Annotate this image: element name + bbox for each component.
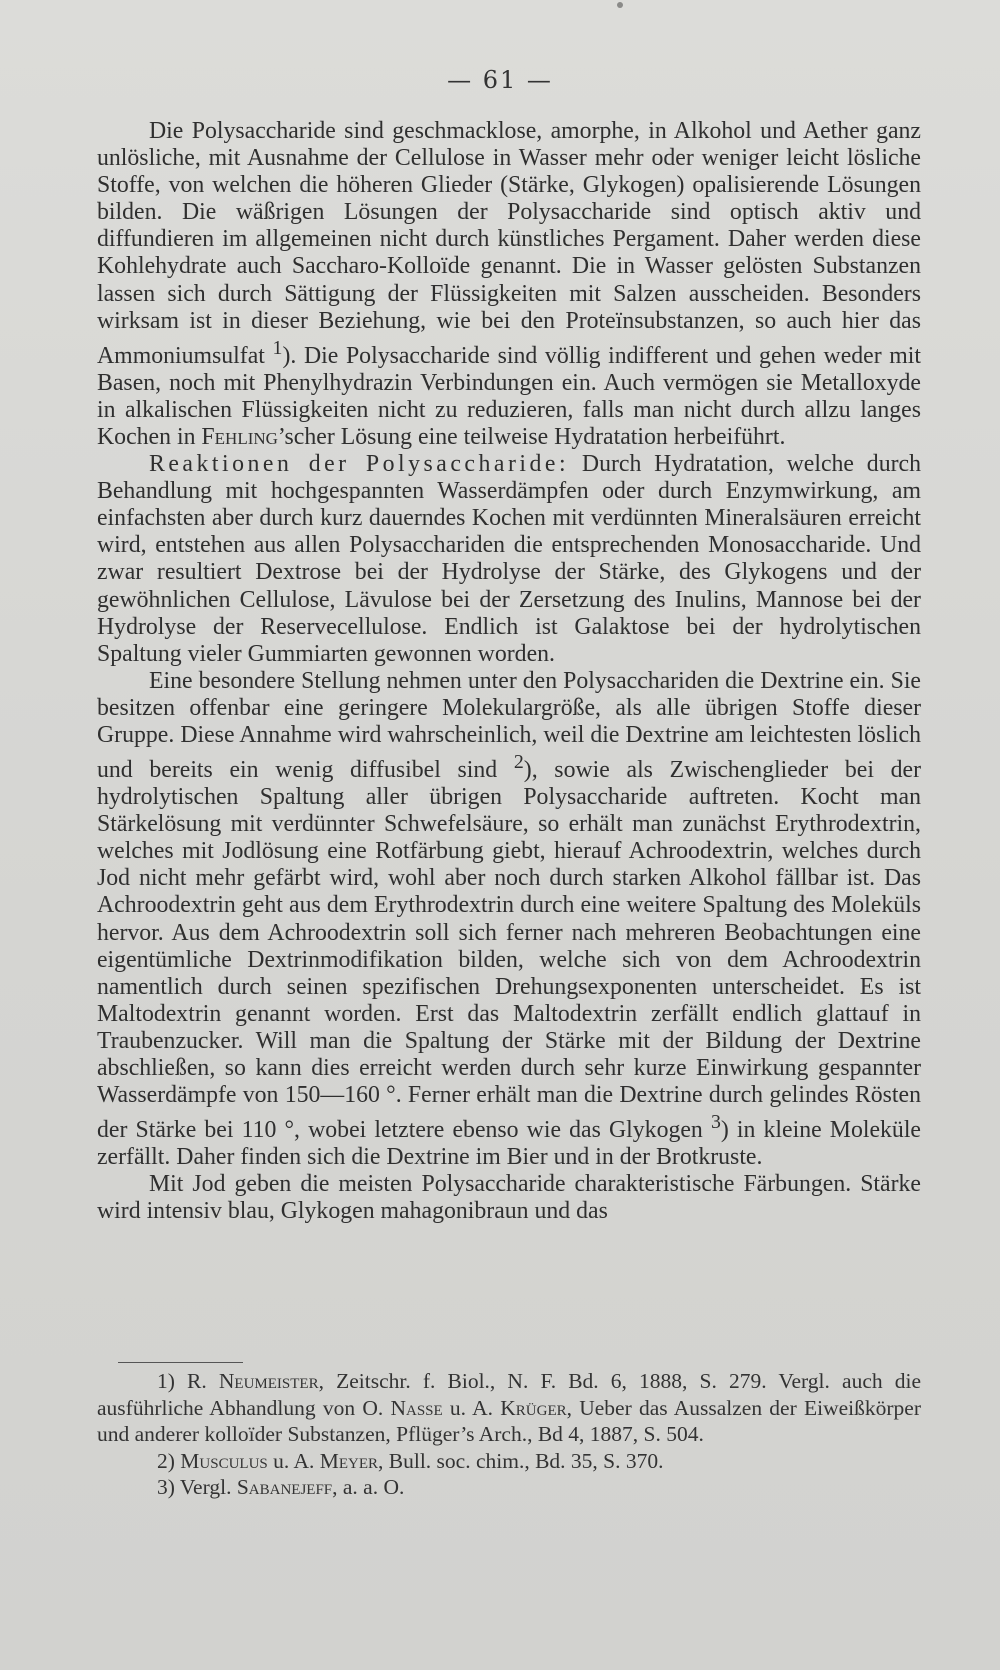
text-run: Durch Hydratation, welche durch Behandlung mit hochgespannten Wasserdämpfen oder durch Enzymwirkung, am einfachsten aber durch kurz dauerndes Kochen mit verdünnten Mineralsäuren erreicht wird, entstehen aus allen Polysacchariden die entsprechenden Monosaccharide. Und zwar resultiert Dextrose bei der Hydrolyse der Stärke, des Glykogens und der gewöhnlichen Cellulose, Lävulose bei der Zersetzung des Inulins, Mannose bei der Hydrolyse der Reservecellulose. Endlich ist Galaktose bei der hydrolytischen Spaltung vieler Gummiarten gewonnen worden. — [97, 451, 921, 667]
text-run: ) in kleine Moleküle zerfällt. Daher finden sich die Dextrine im Bier und in der Brotkruste. — [97, 1117, 921, 1171]
text-run: 2) — [157, 1448, 181, 1473]
footnote-ref-1: 1 — [272, 336, 283, 359]
text-run: , Ueber das Aussalzen der Eiweißkörper und anderer kolloïder Substanzen, Pflüger’s Arch., Bd 4, 1887, S. 504. — [97, 1395, 921, 1446]
text-run: Mit Jod geben die meisten Polysaccharide charakteristische Färbungen. Stärke wird intensiv blau, Glykogen mahagonibraun und das — [97, 1171, 921, 1225]
text-run: u. A. — [267, 1448, 320, 1473]
text-run: ’scher Lösung eine teilweise Hydratation herbeiführt. — [277, 423, 786, 450]
scan-speck — [617, 2, 623, 8]
author-name: Sabanejeff — [236, 1475, 333, 1499]
text-run: , Bull. soc. chim., Bd. 35, S. 370. — [378, 1448, 664, 1473]
text-run: Eine besondere Stellung nehmen unter den Polysacchariden die Dextrine ein. Sie besitzen offenbar eine geringere Molekulargröße, als alle übrigen Stoffe dieser Gruppe. Diese Annahme wird wahrscheinlich, weil die Dextrine am leichtesten löslich und bereits ein wenig diffusibel sind — [97, 667, 921, 783]
author-name: Neumeister — [218, 1369, 319, 1393]
text-run: , a. a. O. — [332, 1475, 405, 1499]
text-run: 1) R. — [157, 1369, 219, 1393]
paragraph-1 — [97, 118, 921, 451]
section-heading-inline: Reaktionen der Polysaccharide: — [149, 451, 570, 478]
author-name: Nasse — [390, 1395, 443, 1420]
author-name: Musculus — [180, 1448, 268, 1473]
author-name: Krüger — [500, 1395, 567, 1420]
footnote-ref-2: 2 — [513, 751, 524, 774]
text-run: , Zeitschr. f. Biol., N. F. Bd. 6, 1888, S. 279. Vergl. auch die ausführliche Abhandlung von O. — [97, 1369, 922, 1420]
body-text — [97, 118, 921, 1226]
text-run: Die Polysaccharide sind geschmacklose, amorphe, in Alkohol und Aether ganz unlösliche, mit Ausnahme der Cellulose in Wasser mehr oder weniger leicht lösliche Stoffe, von welchen die höheren Glieder (Stärke, Glykogen) opalisierende Lösungen bilden. Die wäßrigen Lösungen der Polysaccharide sind optisch aktiv und diffundieren im allgemeinen nicht durch künstliches Pergament. Daher werden diese Kohlehydrate auch Saccharo-Kolloïde genannt. Die in Wasser gelösten Substanzen lassen sich durch Sättigung der Flüssigkeiten mit Salzen ausscheiden. Besonders wirksam ist in dieser Beziehung, wie bei den Proteïnsubstanzen, so auch hier das Ammoniumsulfat — [97, 118, 921, 369]
text-run: ), sowie als Zwischenglieder bei der hydrolytischen Spaltung aller übrigen Polysaccharide auftreten. Kocht man Stärkelösung mit verdünnter Schwefelsäure, so erhält man zunächst Erythrodextrin, welches mit Jodlösung eine Rotfärbung giebt, hierauf Achroodextrin, welches durch Jod nicht mehr gefärbt wird, wohl aber noch durch starken Alkohol fällbar ist. Das Achroodextrin geht aus dem Erythrodextrin durch eine weitere Spaltung des Moleküls hervor. Aus dem Achroodextrin soll sich ferner nach mehreren Beobachtungen eine eigentümliche Dextrinmodifikation bilden, welche sich von dem Achroodextrin namentlich durch seinen spezifischen Drehungsexponenten unterscheidet. Es ist Maltodextrin genannt worden. Erst das Maltodextrin zerfällt endlich glattauf in Traubenzucker. Will man die Spaltung der Stärke mit der Bildung der Dextrine abschließen, so kann dies erreicht werden durch sehr kurze Einwirkung gespannter Wasserdämpfe von 150—160 °. Ferner erhält man die Dextrine durch gelindes Rösten der Stärke bei 110 °, wobei letztere ebenso wie das Glykogen — [97, 757, 921, 1144]
footnotes — [97, 1368, 921, 1501]
text-run: u. A. — [442, 1395, 501, 1420]
footnote-3 — [97, 1474, 921, 1501]
paragraph-2 — [97, 451, 921, 668]
author-name: Meyer — [319, 1448, 379, 1473]
paragraph-4 — [97, 1171, 921, 1225]
text-run: 3) Vergl. — [157, 1475, 237, 1499]
footnote-1 — [97, 1368, 921, 1448]
footnote-ref-3: 3 — [710, 1111, 721, 1134]
page-number: — 61 — — [447, 66, 553, 94]
footnote-divider — [118, 1362, 243, 1363]
text-run: ). Die Polysaccharide sind völlig indifferent und gehen weder mit Basen, noch mit Phenylhydrazin Verbindungen ein. Auch vermögen sie Metalloxyde in alkalischen Flüssigkeiten nicht zu reduzieren, falls man nicht durch allzu langes Kochen in — [97, 342, 922, 450]
paragraph-3 — [97, 668, 921, 1172]
author-name: Fehling — [201, 423, 278, 450]
footnote-2 — [97, 1448, 921, 1475]
